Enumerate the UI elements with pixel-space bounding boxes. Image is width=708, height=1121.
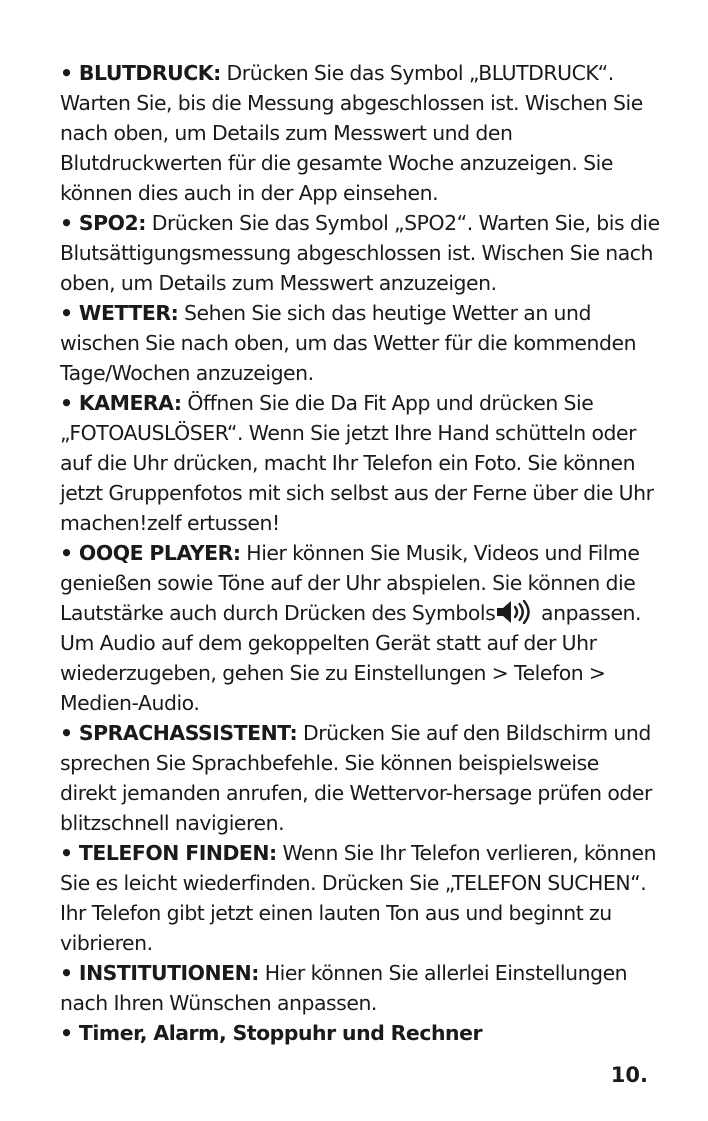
speaker-volume-icon	[495, 600, 533, 624]
entry-blutdruck	[60, 58, 660, 208]
entry-spo2	[60, 208, 660, 298]
entry-ooqe-player	[60, 538, 660, 718]
manual-page-body	[60, 58, 660, 1048]
entry-institutionen	[60, 958, 660, 1018]
entry-term: • OOQE PLAYER:	[60, 541, 241, 565]
entry-text: Öffnen Sie die Da Fit App und drücken Sie „FOTOAUSLÖSER“. Wenn Sie jetzt Ihre Hand schütteln oder auf die Uhr drücken, macht Ihr Telefon ein Foto. Sie können jetzt Gruppenfotos mit sich selbst aus der Ferne über die Uhr machen!zelf ertussen!	[60, 391, 654, 535]
entry-sprachassistent	[60, 718, 660, 838]
page-number: 10.	[610, 1063, 648, 1087]
entry-telefon-finden	[60, 838, 660, 958]
entry-text: anpassen. Um Audio auf dem gekoppelten Gerät statt auf der Uhr wiederzugeben, gehen Sie zu Einstellungen > Telefon > Medien-Audio.	[60, 601, 642, 715]
entry-term: • WETTER:	[60, 301, 179, 325]
entry-term: • INSTITUTIONEN:	[60, 961, 259, 985]
entry-kamera	[60, 388, 660, 538]
entry-text: Drücken Sie auf den Bildschirm und sprechen Sie Sprachbefehle. Sie können beispielsweise direkt jemanden anrufen, die Wettervor-hersage prüfen oder blitzschnell navigieren.	[60, 721, 652, 835]
entry-timer-alarm	[60, 1018, 660, 1048]
entry-term: • SPRACHASSISTENT:	[60, 721, 298, 745]
entry-term: • TELEFON FINDEN:	[60, 841, 277, 865]
entry-text: Sehen Sie sich das heutige Wetter an und wischen Sie nach oben, um das Wetter für die kommenden Tage/Wochen anzuzeigen.	[60, 301, 637, 385]
entry-text: Wenn Sie Ihr Telefon verlieren, können Sie es leicht wiederfinden. Drücken Sie „TELEFON SUCHEN“. Ihr Telefon gibt jetzt einen lauten Ton aus und beginnt zu vibrieren.	[60, 841, 657, 955]
entry-term: • Timer, Alarm, Stoppuhr und Rechner	[60, 1021, 483, 1045]
entry-term: • KAMERA:	[60, 391, 182, 415]
entry-text: Drücken Sie das Symbol „SPO2“. Warten Sie, bis die Blutsättigungsmessung abgeschlossen ist. Wischen Sie nach oben, um Details zum Messwert anzuzeigen.	[60, 211, 660, 295]
entry-wetter	[60, 298, 660, 388]
entry-term: • SPO2:	[60, 211, 146, 235]
entry-text: Hier können Sie Musik, Videos und Filme genießen sowie Töne auf der Uhr abspielen. Sie können die Lautstärke auch durch Drücken des Symbols	[60, 541, 640, 625]
entry-term: • BLUTDRUCK:	[60, 61, 221, 85]
entry-text: Drücken Sie das Symbol „BLUTDRUCK“. Warten Sie, bis die Messung abgeschlossen ist. Wischen Sie nach oben, um Details zum Messwert und den Blutdruckwerten für die gesamte Woche anzuzeigen. Sie können dies auch in der App einsehen.	[60, 61, 643, 205]
entry-text: Hier können Sie allerlei Einstellungen nach Ihren Wünschen anpassen.	[60, 961, 628, 1015]
